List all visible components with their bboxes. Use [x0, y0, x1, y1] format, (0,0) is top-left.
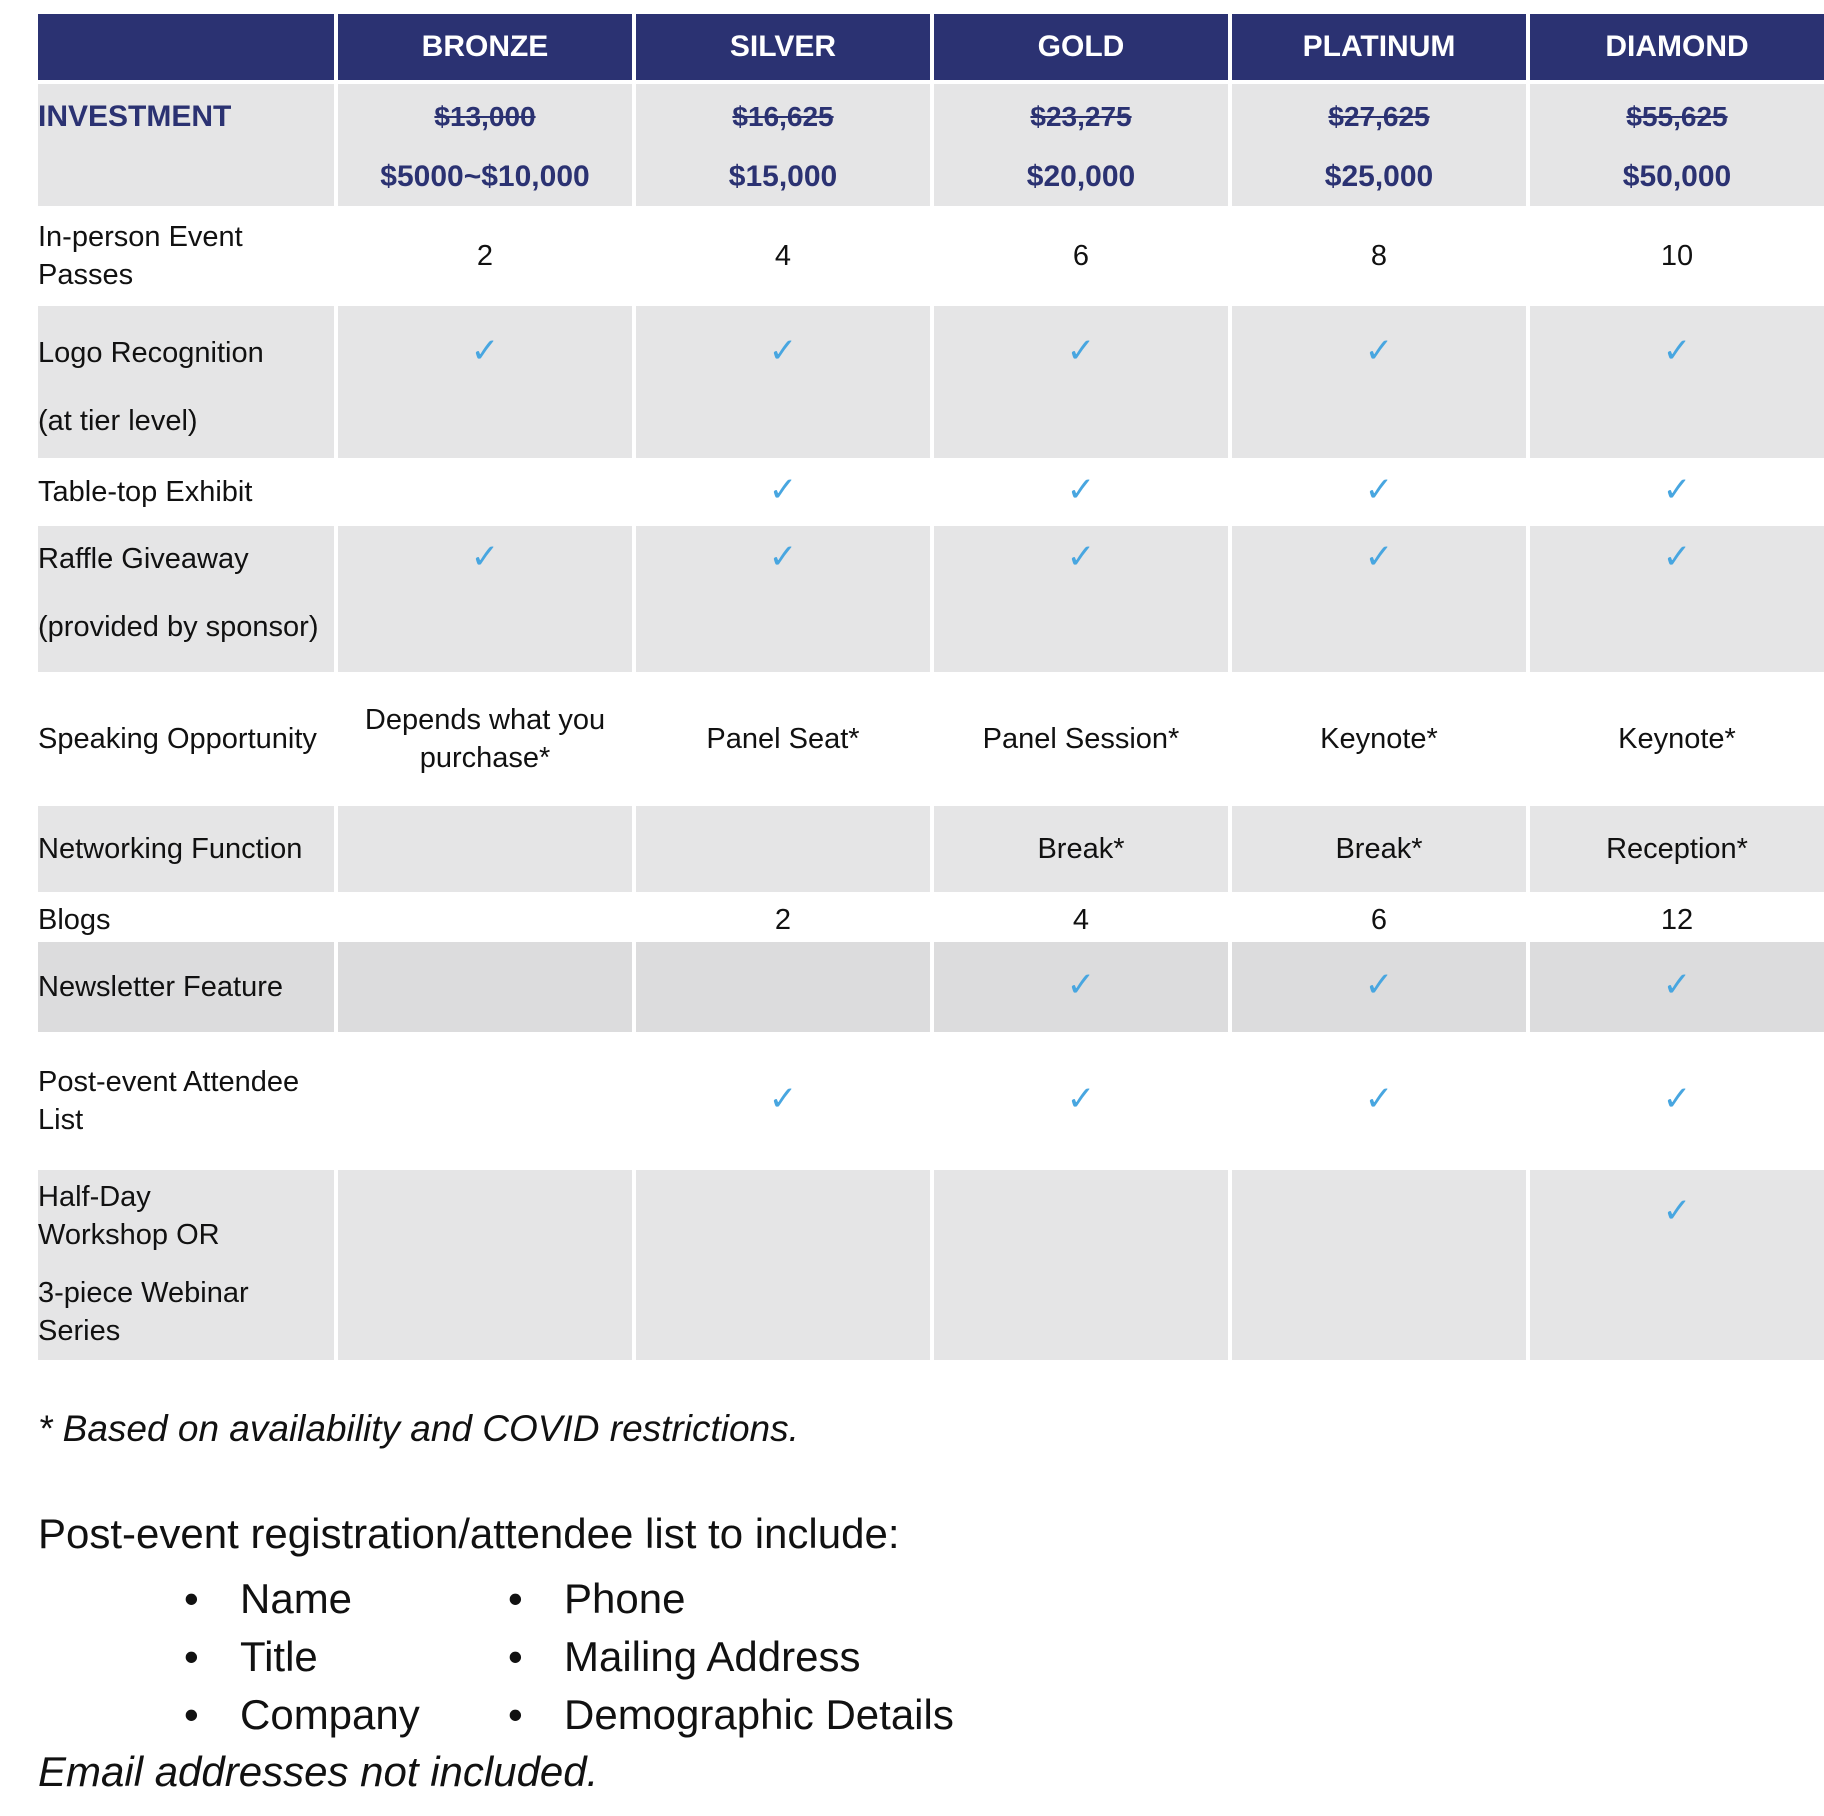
- check-icon: ✓: [1662, 332, 1692, 370]
- check-icon: ✓: [768, 1080, 798, 1118]
- attendee-list-row: [38, 1038, 1824, 1170]
- workshop-row: [38, 1170, 1824, 1366]
- table-cell: Panel Seat*: [632, 678, 930, 806]
- row-label: Table-top Exhibit: [38, 464, 334, 526]
- old-price: $23,275: [1030, 101, 1132, 132]
- tier-header-platinum: PLATINUM: [1228, 14, 1526, 84]
- investment-label: INVESTMENT: [38, 100, 232, 133]
- list-item: • Demographic Details: [508, 1686, 954, 1744]
- row-label: Logo Recognition: [38, 337, 264, 369]
- attendee-fields-list-right: [508, 1570, 954, 1744]
- table-cell: 4: [930, 898, 1228, 942]
- blogs-row: [38, 898, 1824, 942]
- check-icon: ✓: [1662, 1192, 1692, 1230]
- table-cell: 6: [930, 212, 1228, 306]
- row-label: Post-event Attendee List: [38, 1038, 334, 1170]
- email-exclusion-note: Email addresses not included.: [38, 1748, 599, 1795]
- table-cell: Panel Session*: [930, 678, 1228, 806]
- new-price: $5000~$10,000: [380, 160, 590, 193]
- table-cell: [632, 806, 930, 898]
- row-sublabel: (provided by sponsor): [38, 611, 319, 643]
- row-label: Blogs: [38, 904, 111, 936]
- row-sublabel: 3-piece Webinar Series: [38, 1277, 249, 1347]
- check-icon: ✓: [1066, 471, 1096, 509]
- table-cell: 8: [1228, 212, 1526, 306]
- raffle-row: [38, 526, 1824, 678]
- check-icon: ✓: [1364, 471, 1394, 509]
- check-icon: ✓: [1662, 471, 1692, 509]
- row-label: Newsletter Feature: [38, 942, 334, 1038]
- tier-header-gold: GOLD: [930, 14, 1228, 84]
- tabletop-row: [38, 464, 1824, 526]
- old-price: $16,625: [732, 101, 834, 132]
- availability-footnote: * Based on availability and COVID restrictions.: [38, 1408, 799, 1449]
- check-icon: ✓: [1364, 966, 1394, 1004]
- list-item: • Company: [184, 1686, 420, 1744]
- tier-header-bronze: BRONZE: [334, 14, 632, 84]
- tier-header-row: [38, 14, 1824, 84]
- speaking-row: [38, 678, 1824, 806]
- table-cell: [334, 806, 632, 898]
- table-cell: Break*: [1228, 806, 1526, 898]
- old-price: $27,625: [1328, 101, 1430, 132]
- investment-row: [38, 84, 1824, 212]
- check-icon: ✓: [768, 332, 798, 370]
- table-cell: 2: [334, 212, 632, 306]
- table-cell: Depends what you purchase*: [334, 678, 632, 806]
- table-cell: Break*: [930, 806, 1228, 898]
- newsletter-row: [38, 942, 1824, 1038]
- check-icon: ✓: [470, 538, 500, 576]
- sponsorship-tier-table: [38, 14, 1824, 1366]
- tier-header-diamond: DIAMOND: [1526, 14, 1824, 84]
- table-cell: 10: [1526, 212, 1824, 306]
- check-icon: ✓: [1066, 538, 1096, 576]
- table-cell: 2: [632, 898, 930, 942]
- attendee-list-title: Post-event registration/attendee list to include:: [38, 1510, 900, 1557]
- new-price: $50,000: [1622, 160, 1732, 193]
- check-icon: ✓: [768, 538, 798, 576]
- check-icon: ✓: [1364, 1080, 1394, 1118]
- check-icon: ✓: [1364, 538, 1394, 576]
- row-label: Half-Day Workshop OR: [38, 1181, 220, 1251]
- check-icon: ✓: [1066, 332, 1096, 370]
- list-item: • Mailing Address: [508, 1628, 954, 1686]
- table-cell: 4: [632, 212, 930, 306]
- logo-row: [38, 306, 1824, 464]
- row-label: Speaking Opportunity: [38, 678, 334, 806]
- table-cell: Reception*: [1526, 806, 1824, 898]
- row-label: Raffle Giveaway: [38, 543, 249, 575]
- attendee-fields-list-left: [184, 1570, 420, 1744]
- check-icon: ✓: [1364, 332, 1394, 370]
- row-label: Networking Function: [38, 806, 334, 898]
- row-sublabel: (at tier level): [38, 405, 198, 437]
- new-price: $25,000: [1324, 160, 1434, 193]
- table-cell: Keynote*: [1228, 678, 1526, 806]
- table-cell: 12: [1526, 898, 1824, 942]
- corner-header-cell: [38, 14, 334, 84]
- networking-row: [38, 806, 1824, 898]
- tier-header-silver: SILVER: [632, 14, 930, 84]
- list-item: • Name: [184, 1570, 420, 1628]
- old-price: $13,000: [434, 101, 536, 132]
- table-cell: Keynote*: [1526, 678, 1824, 806]
- check-icon: ✓: [1662, 538, 1692, 576]
- check-icon: ✓: [1662, 966, 1692, 1004]
- new-price: $20,000: [1026, 160, 1136, 193]
- check-icon: ✓: [470, 332, 500, 370]
- new-price: $15,000: [728, 160, 838, 193]
- check-icon: ✓: [1066, 1080, 1096, 1118]
- table-cell: 6: [1228, 898, 1526, 942]
- passes-row: [38, 212, 1824, 306]
- row-label: In-person Event Passes: [38, 212, 334, 306]
- check-icon: ✓: [768, 471, 798, 509]
- table-cell: [334, 898, 632, 942]
- list-item: • Phone: [508, 1570, 954, 1628]
- check-icon: ✓: [1066, 966, 1096, 1004]
- check-icon: ✓: [1662, 1080, 1692, 1118]
- list-item: • Title: [184, 1628, 420, 1686]
- old-price: $55,625: [1626, 101, 1728, 132]
